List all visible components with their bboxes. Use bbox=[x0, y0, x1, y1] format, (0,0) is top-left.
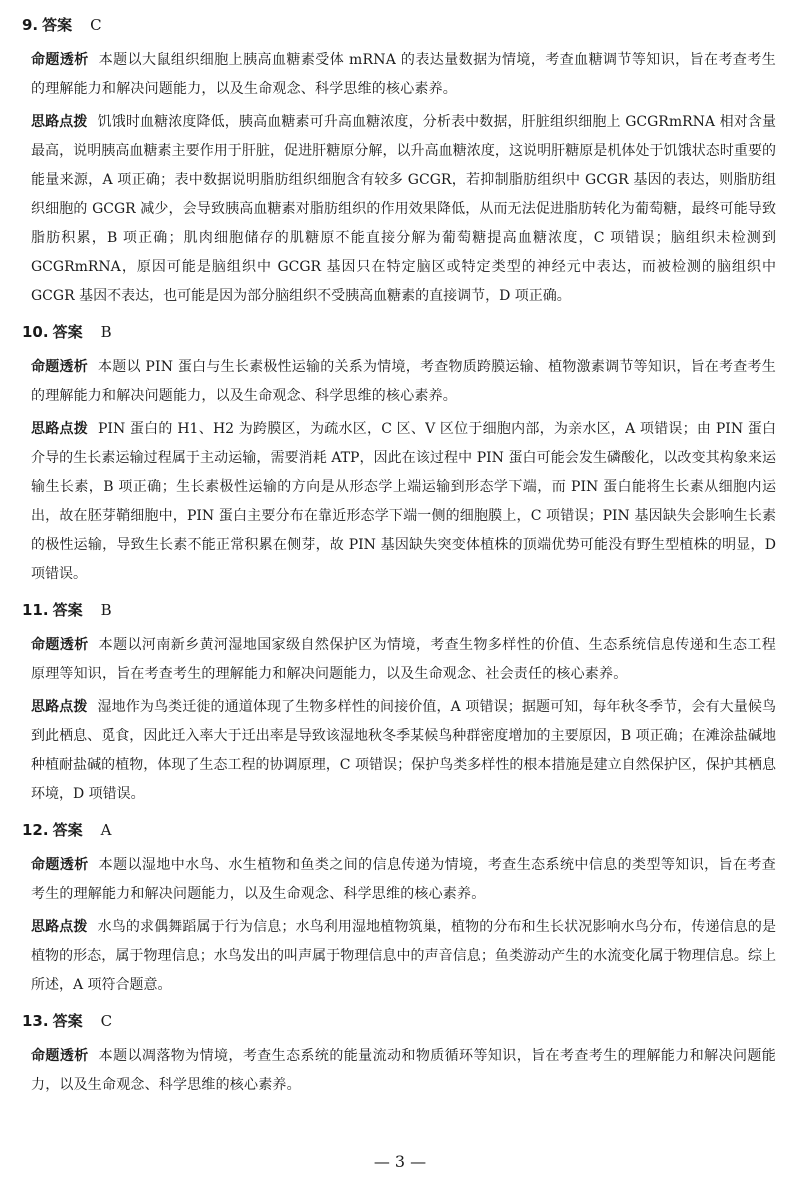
intent-paragraph bbox=[22, 851, 776, 909]
answer-label: 答案 bbox=[52, 323, 83, 341]
answer-label: 答案 bbox=[52, 601, 83, 619]
question-number: 9. bbox=[22, 16, 39, 34]
question-12 bbox=[22, 819, 776, 1000]
answer-label: 答案 bbox=[42, 16, 73, 34]
answer-label: 答案 bbox=[52, 1012, 83, 1030]
question-13 bbox=[22, 1010, 776, 1100]
intent-text: 本题以 PIN 蛋白与生长素极性运输的关系为情境，考查物质跨膜运输、植物激素调节等知识，旨在考查考生的理解能力和解决问题能力，以及生命观念、科学思维的核心素养。 bbox=[31, 359, 776, 404]
question-number: 11. bbox=[22, 601, 49, 619]
question-9 bbox=[22, 14, 776, 311]
hint-paragraph bbox=[22, 108, 776, 311]
intent-paragraph bbox=[22, 353, 776, 411]
answer-line bbox=[22, 14, 776, 36]
question-number: 10. bbox=[22, 323, 49, 341]
question-11 bbox=[22, 599, 776, 809]
intent-text: 本题以大鼠组织细胞上胰高血糖素受体 mRNA 的表达量数据为情境，考查血糖调节等知识，旨在考查考生的理解能力和解决问题能力，以及生命观念、科学思维的核心素养。 bbox=[31, 52, 776, 97]
intent-text: 本题以河南新乡黄河湿地国家级自然保护区为情境，考查生物多样性的价值、生态系统信息传递和生态工程原理等知识，旨在考查考生的理解能力和解决问题能力，以及生命观念、社会责任的核心素养。 bbox=[31, 637, 776, 682]
page-number: — 3 — bbox=[373, 1152, 427, 1171]
intent-paragraph bbox=[22, 1042, 776, 1100]
answer-label: 答案 bbox=[52, 821, 83, 839]
hint-label: 思路点拨 bbox=[31, 421, 88, 437]
answer-value: A bbox=[100, 821, 112, 839]
hint-paragraph bbox=[22, 913, 776, 1000]
hint-label: 思路点拨 bbox=[31, 699, 88, 715]
intent-text: 本题以湿地中水鸟、水生植物和鱼类之间的信息传递为情境，考查生态系统中信息的类型等知识，旨在考查考生的理解能力和解决问题能力，以及生命观念、科学思维的核心素养。 bbox=[31, 857, 776, 902]
question-10 bbox=[22, 321, 776, 589]
intent-label: 命题透析 bbox=[31, 637, 89, 653]
intent-label: 命题透析 bbox=[31, 359, 88, 375]
answer-line bbox=[22, 599, 776, 621]
question-number: 13. bbox=[22, 1012, 49, 1030]
question-number: 12. bbox=[22, 821, 49, 839]
intent-label: 命题透析 bbox=[31, 1048, 89, 1064]
intent-paragraph bbox=[22, 46, 776, 104]
intent-paragraph bbox=[22, 631, 776, 689]
answer-value: C bbox=[90, 16, 102, 34]
hint-paragraph bbox=[22, 693, 776, 809]
answer-line bbox=[22, 1010, 776, 1032]
hint-label: 思路点拨 bbox=[31, 919, 88, 935]
intent-text: 本题以凋落物为情境，考查生态系统的能量流动和物质循环等知识，旨在考查考生的理解能力和解决问题能力，以及生命观念、科学思维的核心素养。 bbox=[31, 1048, 776, 1093]
answer-value: B bbox=[100, 601, 112, 619]
hint-text: 水鸟的求偶舞蹈属于行为信息；水鸟利用湿地植物筑巢，植物的分布和生长状况影响水鸟分布，传递信息的是植物的形态，属于物理信息；水鸟发出的叫声属于物理信息中的声音信息；鱼类游动产生的水流变化属于物理信息。综上所述，A 项符合题意。 bbox=[31, 919, 777, 993]
hint-label: 思路点拨 bbox=[31, 114, 88, 130]
intent-label: 命题透析 bbox=[31, 52, 89, 68]
intent-label: 命题透析 bbox=[31, 857, 89, 873]
hint-text: PIN 蛋白的 H1、H2 为跨膜区，为疏水区，C 区、V 区位于细胞内部，为亲水区，A 项错误；由 PIN 蛋白介导的生长素运输过程属于主动运输，需要消耗 ATP，因此在该过程中 PIN 蛋白可能会发生磷酸化，以改变其构象来运输生长素，B 项正确；生长素极性运输的方向是从形态学上端运输到形态学下端，而 PIN 蛋白能将生长素从细胞内运出，故在胚芽鞘细胞中，PIN 蛋白主要分布在靠近形态学下端一侧的细胞膜上，C 项错误；PIN 基因缺失会影响生长素的极性运输，导致生长素不能正常积累在侧芽，故 PIN 基因缺失突变体植株的顶端优势可能没有野生型植株的明显，D 项错误。 bbox=[31, 421, 777, 582]
answer-line bbox=[22, 321, 776, 343]
hint-text: 湿地作为鸟类迁徙的通道体现了生物多样性的间接价值，A 项错误；据题可知，每年秋冬季节，会有大量候鸟到此栖息、觅食，因此迁入率大于迁出率是导致该湿地秋冬季某候鸟种群密度增加的主要原因，B 项正确；在滩涂盐碱地种植耐盐碱的植物，体现了生态工程的协调原理，C 项错误；保护鸟类多样性的根本措施是建立自然保护区，保护其栖息环境，D 项错误。 bbox=[31, 699, 777, 802]
answer-value: C bbox=[100, 1012, 113, 1030]
hint-paragraph bbox=[22, 415, 776, 589]
answer-value: B bbox=[100, 323, 112, 341]
hint-text: 饥饿时血糖浓度降低，胰高血糖素可升高血糖浓度，分析表中数据，肝脏组织细胞上 GCGRmRNA 相对含量最高，说明胰高血糖素主要作用于肝脏，促进肝糖原分解，以升高血糖浓度，这说明肝糖原是机体处于饥饿状态时重要的能量来源，A 项正确；表中数据说明脂肪组织细胞含有较多 GCGR，若抑制脂肪组织中 GCGR 基因的表达，则脂肪组织细胞的 GCGR 减少，会导致胰高血糖素对脂肪组织的作用效果降低，从而无法促进脂肪转化为葡萄糖，最终可能导致脂肪积累，B 项正确；肌肉细胞储存的肌糖原不能直接分解为葡萄糖提高血糖浓度，C 项错误；脑组织未检测到 GCGRmRNA，原因可能是脑组织中 GCGR 基因只在特定脑区或特定类型的神经元中表达，而被检测的脑组织中 GCGR 基因不表达，也可能是因为部分脑组织不受胰高血糖素的直接调节，D 项正确。 bbox=[31, 114, 777, 304]
answer-line bbox=[22, 819, 776, 841]
